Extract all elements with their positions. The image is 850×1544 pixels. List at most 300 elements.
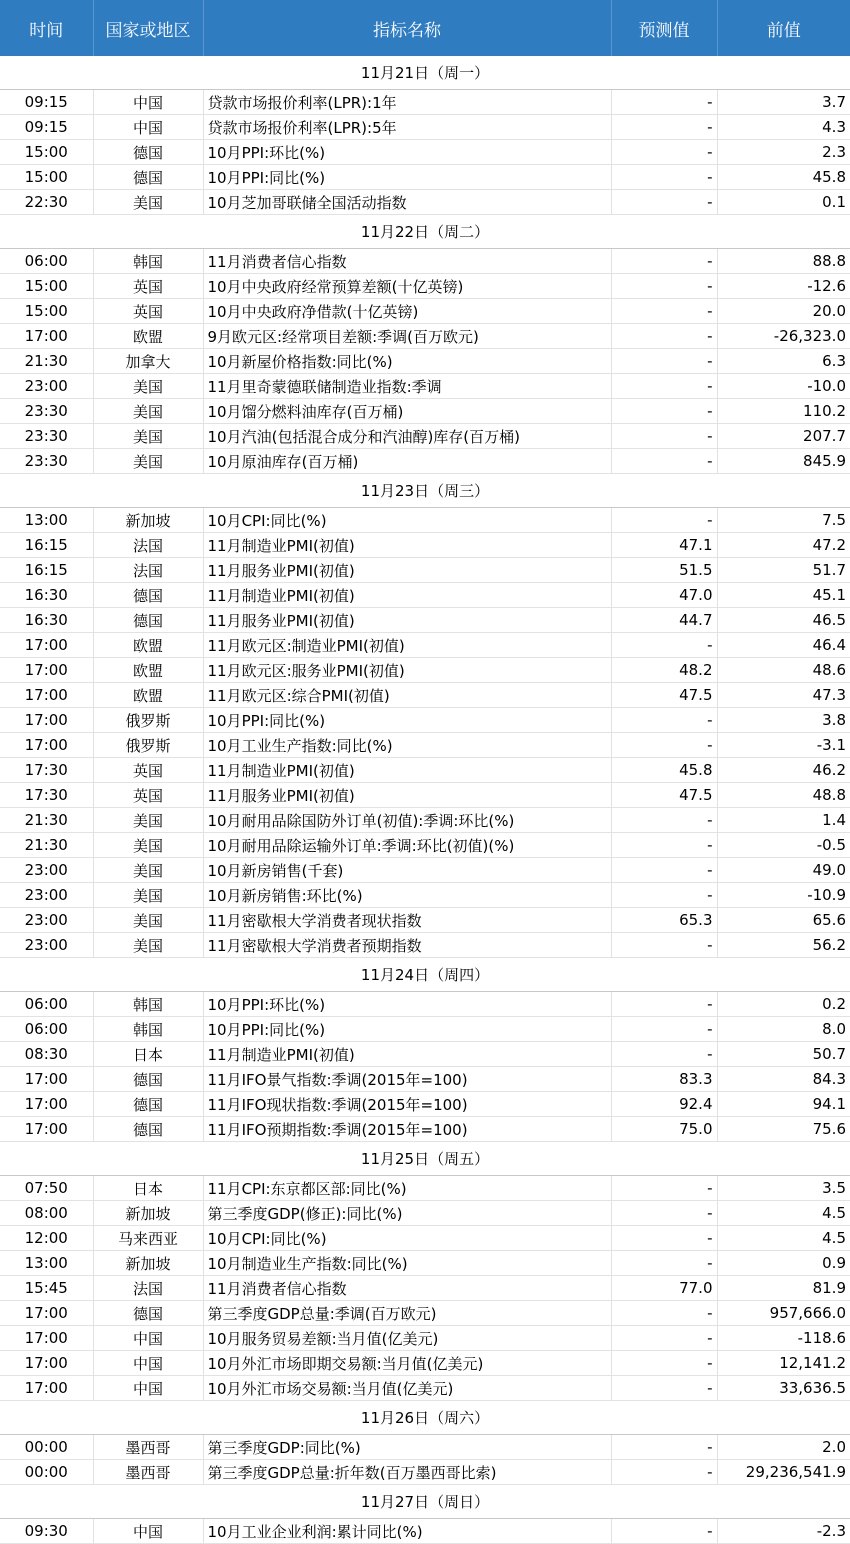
row-forecast: - [611,1519,717,1544]
row-indicator-name: 10月PPI:同比(%) [203,1017,611,1042]
row-indicator-name: 11月IFO现状指数:季调(2015年=100) [203,1092,611,1117]
table-body [0,56,850,1544]
row-time: 23:00 [0,374,93,399]
row-previous: 0.1 [717,190,850,215]
table-row [0,608,850,633]
row-time: 08:30 [0,1042,93,1067]
row-previous: -12.6 [717,274,850,299]
row-country: 德国 [93,1092,203,1117]
table-row [0,808,850,833]
row-forecast: - [611,1351,717,1376]
table-row [0,533,850,558]
row-indicator-name: 贷款市场报价利率(LPR):5年 [203,115,611,140]
row-country: 中国 [93,1376,203,1401]
row-indicator-name: 10月工业生产指数:同比(%) [203,733,611,758]
row-time: 00:00 [0,1460,93,1485]
row-forecast: - [611,808,717,833]
row-indicator-name: 10月馏分燃料油库存(百万桶) [203,399,611,424]
row-country: 欧盟 [93,633,203,658]
row-time: 17:00 [0,1117,93,1142]
row-forecast: - [611,1176,717,1201]
row-country: 美国 [93,424,203,449]
row-country: 中国 [93,1519,203,1544]
row-indicator-name: 11月IFO预期指数:季调(2015年=100) [203,1117,611,1142]
row-forecast: - [611,424,717,449]
row-time: 16:15 [0,533,93,558]
row-previous: 4.5 [717,1226,850,1251]
row-country: 德国 [93,608,203,633]
row-time: 09:30 [0,1519,93,1544]
row-indicator-name: 11月CPI:东京都区部:同比(%) [203,1176,611,1201]
table-row [0,424,850,449]
row-previous: 3.7 [717,90,850,115]
table-row [0,324,850,349]
row-previous: 45.8 [717,165,850,190]
row-previous: 6.3 [717,349,850,374]
row-country: 德国 [93,140,203,165]
row-country: 中国 [93,90,203,115]
row-forecast: - [611,1376,717,1401]
row-indicator-name: 10月芝加哥联储全国活动指数 [203,190,611,215]
row-previous: 4.3 [717,115,850,140]
table-row [0,1376,850,1401]
row-time: 21:30 [0,833,93,858]
table-row [0,1201,850,1226]
row-time: 06:00 [0,1017,93,1042]
row-previous: 33,636.5 [717,1376,850,1401]
row-time: 21:30 [0,808,93,833]
date-label: 11月26日（周六） [0,1401,850,1435]
row-forecast: - [611,1201,717,1226]
table-row [0,992,850,1017]
row-previous: 49.0 [717,858,850,883]
row-country: 英国 [93,783,203,808]
table-row [0,299,850,324]
table-row [0,733,850,758]
row-forecast: - [611,1017,717,1042]
row-previous: 48.8 [717,783,850,808]
row-indicator-name: 11月制造业PMI(初值) [203,533,611,558]
header-forecast: 预测值 [611,0,717,56]
row-indicator-name: 10月汽油(包括混合成分和汽油醇)库存(百万桶) [203,424,611,449]
row-previous: 29,236,541.9 [717,1460,850,1485]
row-forecast: 51.5 [611,558,717,583]
row-forecast: - [611,883,717,908]
table-row [0,249,850,274]
row-previous: 46.4 [717,633,850,658]
row-indicator-name: 10月PPI:环比(%) [203,992,611,1017]
row-indicator-name: 10月新房销售(千套) [203,858,611,883]
table-row [0,1460,850,1485]
table-row [0,633,850,658]
row-time: 08:00 [0,1201,93,1226]
table-row [0,508,850,533]
row-forecast: - [611,992,717,1017]
row-forecast: - [611,249,717,274]
row-time: 23:00 [0,908,93,933]
row-country: 德国 [93,1067,203,1092]
row-time: 17:00 [0,683,93,708]
header-country: 国家或地区 [93,0,203,56]
row-time: 23:30 [0,399,93,424]
row-forecast: 47.5 [611,783,717,808]
row-forecast: - [611,733,717,758]
row-time: 23:00 [0,858,93,883]
row-time: 17:30 [0,783,93,808]
row-previous: 65.6 [717,908,850,933]
row-indicator-name: 10月PPI:环比(%) [203,140,611,165]
date-group-row [0,1485,850,1519]
row-indicator-name: 11月消费者信心指数 [203,249,611,274]
row-forecast: 47.5 [611,683,717,708]
row-country: 美国 [93,908,203,933]
row-previous: 3.8 [717,708,850,733]
row-previous: -10.9 [717,883,850,908]
row-country: 法国 [93,1276,203,1301]
date-group-row [0,1401,850,1435]
row-forecast: - [611,1326,717,1351]
row-time: 17:30 [0,758,93,783]
row-country: 新加坡 [93,508,203,533]
row-forecast: - [611,1460,717,1485]
row-previous: 46.5 [717,608,850,633]
row-indicator-name: 贷款市场报价利率(LPR):1年 [203,90,611,115]
table-row [0,658,850,683]
row-indicator-name: 11月密歇根大学消费者预期指数 [203,933,611,958]
row-previous: 75.6 [717,1117,850,1142]
row-indicator-name: 10月工业企业利润:累计同比(%) [203,1519,611,1544]
header-previous: 前值 [717,0,850,56]
row-time: 17:00 [0,658,93,683]
row-indicator-name: 10月原油库存(百万桶) [203,449,611,474]
table-row [0,558,850,583]
row-previous: 207.7 [717,424,850,449]
table-row [0,783,850,808]
row-previous: 110.2 [717,399,850,424]
row-indicator-name: 第三季度GDP总量:折年数(百万墨西哥比索) [203,1460,611,1485]
row-forecast: 44.7 [611,608,717,633]
row-country: 美国 [93,374,203,399]
table-row [0,399,850,424]
row-forecast: - [611,1435,717,1460]
row-previous: 47.3 [717,683,850,708]
row-previous: 2.3 [717,140,850,165]
date-group-row [0,215,850,249]
row-forecast: 45.8 [611,758,717,783]
row-forecast: 48.2 [611,658,717,683]
row-time: 00:00 [0,1435,93,1460]
table-row [0,708,850,733]
row-time: 17:00 [0,1351,93,1376]
row-forecast: - [611,399,717,424]
row-country: 欧盟 [93,658,203,683]
row-previous: -2.3 [717,1519,850,1544]
row-country: 俄罗斯 [93,733,203,758]
table-row [0,1251,850,1276]
row-indicator-name: 11月里奇蒙德联储制造业指数:季调 [203,374,611,399]
table-row [0,583,850,608]
table-row [0,115,850,140]
row-time: 13:00 [0,508,93,533]
row-country: 法国 [93,533,203,558]
row-forecast: 65.3 [611,908,717,933]
row-indicator-name: 10月中央政府经常预算差额(十亿英镑) [203,274,611,299]
row-country: 美国 [93,190,203,215]
row-country: 欧盟 [93,683,203,708]
table-row [0,274,850,299]
row-previous: 20.0 [717,299,850,324]
row-previous: -10.0 [717,374,850,399]
row-indicator-name: 10月CPI:同比(%) [203,1226,611,1251]
row-previous: 45.1 [717,583,850,608]
table-row [0,833,850,858]
row-previous: 8.0 [717,1017,850,1042]
row-indicator-name: 11月服务业PMI(初值) [203,783,611,808]
row-indicator-name: 11月消费者信心指数 [203,1276,611,1301]
row-previous: 4.5 [717,1201,850,1226]
row-country: 德国 [93,165,203,190]
row-country: 美国 [93,933,203,958]
row-country: 英国 [93,758,203,783]
row-time: 21:30 [0,349,93,374]
row-time: 17:00 [0,1301,93,1326]
row-previous: 47.2 [717,533,850,558]
row-country: 韩国 [93,992,203,1017]
row-time: 06:00 [0,249,93,274]
row-forecast: - [611,190,717,215]
row-country: 新加坡 [93,1251,203,1276]
row-time: 15:00 [0,165,93,190]
table-row [0,1326,850,1351]
table-row [0,1117,850,1142]
row-time: 15:45 [0,1276,93,1301]
row-previous: 1.4 [717,808,850,833]
row-forecast: - [611,1301,717,1326]
row-time: 16:15 [0,558,93,583]
row-indicator-name: 10月CPI:同比(%) [203,508,611,533]
row-previous: -118.6 [717,1326,850,1351]
row-country: 韩国 [93,1017,203,1042]
row-time: 09:15 [0,90,93,115]
table-row [0,758,850,783]
row-country: 新加坡 [93,1201,203,1226]
table-row [0,1519,850,1544]
table-row [0,190,850,215]
row-time: 07:50 [0,1176,93,1201]
row-forecast: - [611,633,717,658]
table-row [0,683,850,708]
row-indicator-name: 10月PPI:同比(%) [203,165,611,190]
table-row [0,883,850,908]
row-country: 德国 [93,1117,203,1142]
row-previous: 81.9 [717,1276,850,1301]
row-country: 美国 [93,858,203,883]
row-indicator-name: 11月服务业PMI(初值) [203,558,611,583]
row-previous: 2.0 [717,1435,850,1460]
table-row [0,1351,850,1376]
date-group-row [0,958,850,992]
row-forecast: - [611,933,717,958]
row-previous: 88.8 [717,249,850,274]
row-country: 德国 [93,1301,203,1326]
row-previous: 50.7 [717,1042,850,1067]
row-indicator-name: 10月外汇市场即期交易额:当月值(亿美元) [203,1351,611,1376]
row-previous: 957,666.0 [717,1301,850,1326]
table-row [0,1176,850,1201]
row-country: 加拿大 [93,349,203,374]
row-country: 日本 [93,1176,203,1201]
row-indicator-name: 10月服务贸易差额:当月值(亿美元) [203,1326,611,1351]
row-forecast: - [611,833,717,858]
table-row [0,1301,850,1326]
row-forecast: - [611,299,717,324]
row-previous: 3.5 [717,1176,850,1201]
table-row [0,1067,850,1092]
date-label: 11月21日（周一） [0,56,850,90]
row-indicator-name: 11月制造业PMI(初值) [203,583,611,608]
row-forecast: - [611,1226,717,1251]
table-row [0,140,850,165]
row-previous: -3.1 [717,733,850,758]
row-time: 16:30 [0,608,93,633]
table-row [0,1226,850,1251]
row-country: 美国 [93,808,203,833]
date-group-row [0,1142,850,1176]
row-time: 13:00 [0,1251,93,1276]
row-forecast: - [611,274,717,299]
table-row [0,1017,850,1042]
row-forecast: - [611,708,717,733]
row-previous: 12,141.2 [717,1351,850,1376]
row-country: 美国 [93,833,203,858]
row-country: 美国 [93,883,203,908]
table-row [0,1092,850,1117]
row-time: 16:30 [0,583,93,608]
row-forecast: - [611,858,717,883]
row-time: 15:00 [0,140,93,165]
row-time: 23:00 [0,933,93,958]
row-country: 墨西哥 [93,1435,203,1460]
row-forecast: - [611,324,717,349]
row-previous: 51.7 [717,558,850,583]
row-indicator-name: 10月中央政府净借款(十亿英镑) [203,299,611,324]
row-previous: 0.9 [717,1251,850,1276]
row-indicator-name: 11月服务业PMI(初值) [203,608,611,633]
row-indicator-name: 11月欧元区:综合PMI(初值) [203,683,611,708]
row-previous: 48.6 [717,658,850,683]
row-forecast: 77.0 [611,1276,717,1301]
row-country: 欧盟 [93,324,203,349]
row-country: 中国 [93,115,203,140]
row-time: 09:15 [0,115,93,140]
row-previous: 56.2 [717,933,850,958]
row-time: 17:00 [0,1092,93,1117]
header-indicator-name: 指标名称 [203,0,611,56]
row-indicator-name: 11月制造业PMI(初值) [203,1042,611,1067]
row-country: 日本 [93,1042,203,1067]
row-indicator-name: 9月欧元区:经常项目差额:季调(百万欧元) [203,324,611,349]
row-time: 22:30 [0,190,93,215]
table-row [0,1435,850,1460]
row-country: 美国 [93,449,203,474]
table-row [0,165,850,190]
row-time: 17:00 [0,633,93,658]
date-label: 11月24日（周四） [0,958,850,992]
row-time: 17:00 [0,1376,93,1401]
row-time: 15:00 [0,299,93,324]
row-forecast: - [611,374,717,399]
row-forecast: 75.0 [611,1117,717,1142]
date-group-row [0,474,850,508]
row-indicator-name: 11月制造业PMI(初值) [203,758,611,783]
table-header [0,0,850,56]
row-time: 17:00 [0,324,93,349]
row-time: 23:30 [0,449,93,474]
row-time: 15:00 [0,274,93,299]
row-forecast: - [611,1042,717,1067]
row-country: 马来西亚 [93,1226,203,1251]
row-indicator-name: 11月IFO景气指数:季调(2015年=100) [203,1067,611,1092]
row-time: 17:00 [0,1067,93,1092]
row-indicator-name: 11月欧元区:服务业PMI(初值) [203,658,611,683]
row-forecast: 83.3 [611,1067,717,1092]
header-time: 时间 [0,0,93,56]
table-row [0,90,850,115]
table-row [0,933,850,958]
row-indicator-name: 10月耐用品除国防外订单(初值):季调:环比(%) [203,808,611,833]
row-country: 中国 [93,1326,203,1351]
row-indicator-name: 10月新房销售:环比(%) [203,883,611,908]
row-forecast: - [611,140,717,165]
date-label: 11月23日（周三） [0,474,850,508]
row-indicator-name: 10月外汇市场交易额:当月值(亿美元) [203,1376,611,1401]
row-time: 12:00 [0,1226,93,1251]
row-previous: -26,323.0 [717,324,850,349]
row-forecast: - [611,115,717,140]
table-row [0,908,850,933]
row-country: 英国 [93,299,203,324]
row-previous: 0.2 [717,992,850,1017]
row-indicator-name: 第三季度GDP总量:季调(百万欧元) [203,1301,611,1326]
row-country: 法国 [93,558,203,583]
row-forecast: - [611,165,717,190]
row-indicator-name: 第三季度GDP(修正):同比(%) [203,1201,611,1226]
row-previous: 845.9 [717,449,850,474]
row-indicator-name: 11月欧元区:制造业PMI(初值) [203,633,611,658]
row-forecast: 47.1 [611,533,717,558]
row-indicator-name: 10月耐用品除运输外订单:季调:环比(初值)(%) [203,833,611,858]
row-indicator-name: 10月PPI:同比(%) [203,708,611,733]
row-forecast: 47.0 [611,583,717,608]
row-time: 17:00 [0,1326,93,1351]
row-country: 俄罗斯 [93,708,203,733]
row-country: 英国 [93,274,203,299]
row-country: 美国 [93,399,203,424]
row-country: 墨西哥 [93,1460,203,1485]
table-row [0,349,850,374]
table-row [0,374,850,399]
row-country: 德国 [93,583,203,608]
row-time: 17:00 [0,733,93,758]
row-previous: 94.1 [717,1092,850,1117]
date-label: 11月27日（周日） [0,1485,850,1519]
row-time: 17:00 [0,708,93,733]
row-previous: -0.5 [717,833,850,858]
row-previous: 84.3 [717,1067,850,1092]
row-indicator-name: 11月密歇根大学消费者现状指数 [203,908,611,933]
table-row [0,1042,850,1067]
row-forecast: - [611,349,717,374]
